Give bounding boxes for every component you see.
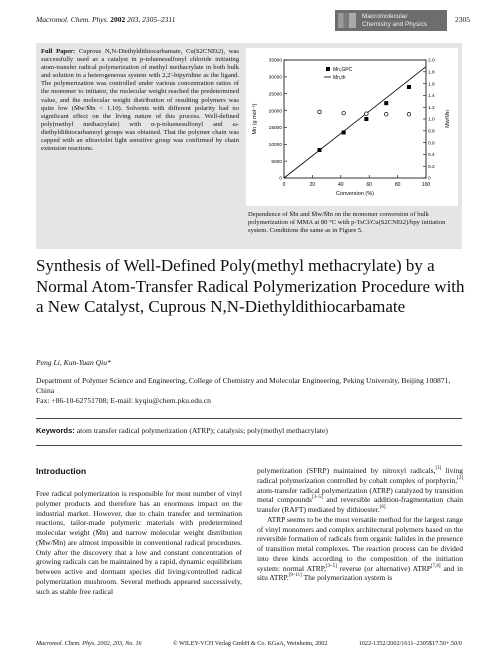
- journal-pages: 2305–2311: [142, 15, 176, 24]
- intro-text: reverse (or alternative) ATRP: [339, 563, 431, 573]
- legend-label: Mn,GPC: [333, 67, 353, 73]
- logo-line-2: Chemistry and Physics: [362, 20, 427, 28]
- y-tick-label: 25000: [268, 92, 282, 98]
- keywords-line: [36, 426, 462, 435]
- citation-ref: [3–5]: [325, 563, 337, 569]
- journal-logo: [335, 10, 447, 31]
- abstract-label: Full Paper:: [41, 48, 76, 55]
- y2-tick-label: 1.6: [428, 82, 435, 88]
- intro-right-column: [257, 466, 463, 583]
- y-tick-label: 35000: [268, 58, 282, 64]
- conversion-chart: [246, 48, 458, 206]
- x-tick-label: 20: [309, 182, 316, 188]
- authors: Peng Li, Kun-Yuan Qiu*: [36, 358, 111, 367]
- intro-text: and in situ ATRP.: [257, 563, 464, 583]
- running-header: [36, 15, 175, 24]
- x-tick-label: 40: [338, 182, 344, 188]
- y2-tick-label: 2.0: [428, 58, 435, 64]
- footer-code: 1022-1352/2002/1611–2305$17.50+.50/0: [358, 640, 462, 647]
- data-point-mn: [407, 85, 411, 89]
- figure-caption: Dependence of M̄n and M̄w/M̄n on the monomer conversion of bulk polymerization of MMA at 80 °C with p-TsCl/Cu(S2CNEt2)/bpy initiation system. Conditions the same as in Figure 5.: [248, 211, 446, 235]
- y2-tick-label: 0: [428, 176, 431, 182]
- intro-text: atom-transfer radical polymerization (ATRP) catalyzed by transition metal compounds: [257, 485, 463, 505]
- plot-frame: [284, 60, 426, 178]
- page-footer: [36, 640, 462, 647]
- intro-text: polymerization (SFRP) maintained by nitroxyl radicals,: [257, 466, 436, 475]
- abstract: [41, 48, 239, 153]
- intro-text: ATRP seems to be the most versatile method for the largest range of vinyl monomers and complex architectural polymers based on the reversible formation of radicals from organic halides in the presence of transition metal complexes. The reaction process can be divided into three kinds according to the composition of the initiation system: normal ATRP,: [257, 514, 463, 573]
- y2-tick-label: 1.4: [428, 94, 435, 100]
- legend-label: Mn,th: [333, 75, 346, 81]
- y-tick-label: 15000: [268, 126, 282, 132]
- journal-year: 2002: [110, 15, 126, 24]
- legend-marker-square: [326, 67, 330, 71]
- intro-heading: Introduction: [36, 466, 87, 476]
- data-point-pdi: [342, 111, 346, 115]
- x-tick-label: 0: [282, 182, 286, 188]
- y2-axis-label: Mw/Mn: [445, 110, 451, 128]
- footer-citation: Macromol. Chem. Phys. 2002, 203, No. 16: [36, 640, 142, 647]
- y-tick-label: 20000: [268, 109, 282, 115]
- data-point-pdi: [384, 112, 388, 116]
- citation-ref: [1]: [435, 466, 442, 471]
- citation-ref: [9–11]: [288, 573, 302, 579]
- x-axis-label: Conversion (%): [336, 191, 374, 197]
- figure: [246, 48, 458, 206]
- keywords: atom transfer radical polymerization (ATRP); catalysis; poly(methyl methacrylate): [76, 426, 328, 435]
- x-tick-label: 60: [366, 182, 372, 188]
- footer-publisher: © WILEY-VCH Verlag GmbH & Co. KGaA, Weinheim, 2002: [172, 640, 328, 647]
- y2-tick-label: 0.2: [428, 164, 435, 170]
- data-point-pdi: [365, 112, 369, 116]
- data-point-mn: [384, 101, 388, 105]
- divider-top: [36, 418, 462, 419]
- keywords-label: Keywords:: [36, 426, 75, 435]
- intro-left-column: Free radical polymerization is responsible for most number of vinyl polymer products and therefore has an enormous impact on the industrial market. However, due to chain transfer and termination reactions, tailor-made polymeric materials with predetermined molecular weight (M̄n) and narrow molecular weight distribution (M̄w/M̄n) are almost impossible in conventional radical procedures. Only after the discovery that a low and constant concentration of growing radicals can be maintained by a rapid, dynamic equilibrium between active and dormant species did living/controlled radical polymerization mushroom. Several methods appeared successively, such as stable free radical: [36, 489, 242, 596]
- intro-text: living radical polymerization controlled by cobalt complex of porphyrin,: [257, 466, 464, 485]
- y2-tick-label: 1.0: [428, 117, 435, 123]
- page-number: 2305: [455, 15, 470, 24]
- y-axis-label: Mn (g mol⁻¹): [252, 103, 258, 135]
- x-tick-label: 100: [421, 182, 431, 188]
- contact: Fax: +86-10-62751708; E-mail: kyqiu@chem.pku.edu.cn: [36, 396, 211, 405]
- x-tick-label: 80: [394, 182, 401, 188]
- y2-tick-label: 0.8: [428, 129, 435, 135]
- abstract-text: Cuprous N,N-Diethyldithiocarbamate, Cu(S2CNEt2), was successfully used as a catalyst in p-toluenesulfonyl chloride initiating atom-transfer radical polymerization of methyl methacrylate in both bulk and solution in a heterogeneous system with 2,2′-bipyridine as the ligand. The polymerization was controlled under various concentration ratios of the monomer to initiator, the molecular weight reached the predetermined value, and the molecular weight distribution of resulting polymers was quite low (M̄w/M̄n < 1.10). Solvents with different polarity had no significant effect on the living nature of this process. Well-defined poly(methyl methacrylate) with α-p-toluenesulfonyl and ω-diethyldithiocarbamoyl groups was obtained. That the polymer chain was capped with an ultraviolet light sensitive group was confirmed by chain extension reactions.: [41, 48, 239, 153]
- y-tick-label: 10000: [268, 142, 282, 148]
- logo-line-1: Macromolecular: [362, 13, 408, 20]
- y-tick-label: 0: [279, 176, 282, 182]
- data-point-mn: [364, 117, 368, 121]
- affiliation: Department of Polymer Science and Engineering, College of Chemistry and Molecular Engineering, Peking University, Beijing 100871, China: [36, 376, 451, 395]
- divider-bottom: [36, 445, 462, 446]
- intro-text: and reversible addition-fragmentation chain transfer (RAFT) mediated by dithioester.: [257, 495, 463, 514]
- journal-volume: 203,: [127, 15, 141, 24]
- data-point-pdi: [318, 110, 322, 114]
- y2-tick-label: 0.6: [428, 141, 435, 147]
- intro-text: The polymerization system is: [303, 573, 393, 583]
- y2-tick-label: 1.8: [428, 70, 435, 76]
- logo-mark-icon: [338, 13, 356, 28]
- citation-ref: [2]: [457, 475, 463, 481]
- citation-ref: [7,8]: [430, 563, 441, 569]
- y-tick-label: 30000: [268, 75, 282, 81]
- article-title: Synthesis of Well-Defined Poly(methyl methacrylate) by a Normal Atom-Transfer Radical Polymerization Procedure with a New Catalyst, Cuprous N,N-Diethyldithiocarbamate: [36, 256, 465, 317]
- citation-ref: [6]: [379, 505, 386, 510]
- y2-tick-label: 0.4: [428, 153, 435, 159]
- data-point-pdi: [407, 112, 411, 116]
- y-tick-label: 5000: [271, 159, 282, 165]
- y2-tick-label: 1.2: [428, 105, 435, 111]
- affiliation-block: [36, 376, 466, 406]
- journal-name: Macromol. Chem. Phys.: [36, 15, 109, 24]
- citation-ref: [3–5]: [311, 495, 323, 501]
- series-line-theoretical: [284, 67, 426, 178]
